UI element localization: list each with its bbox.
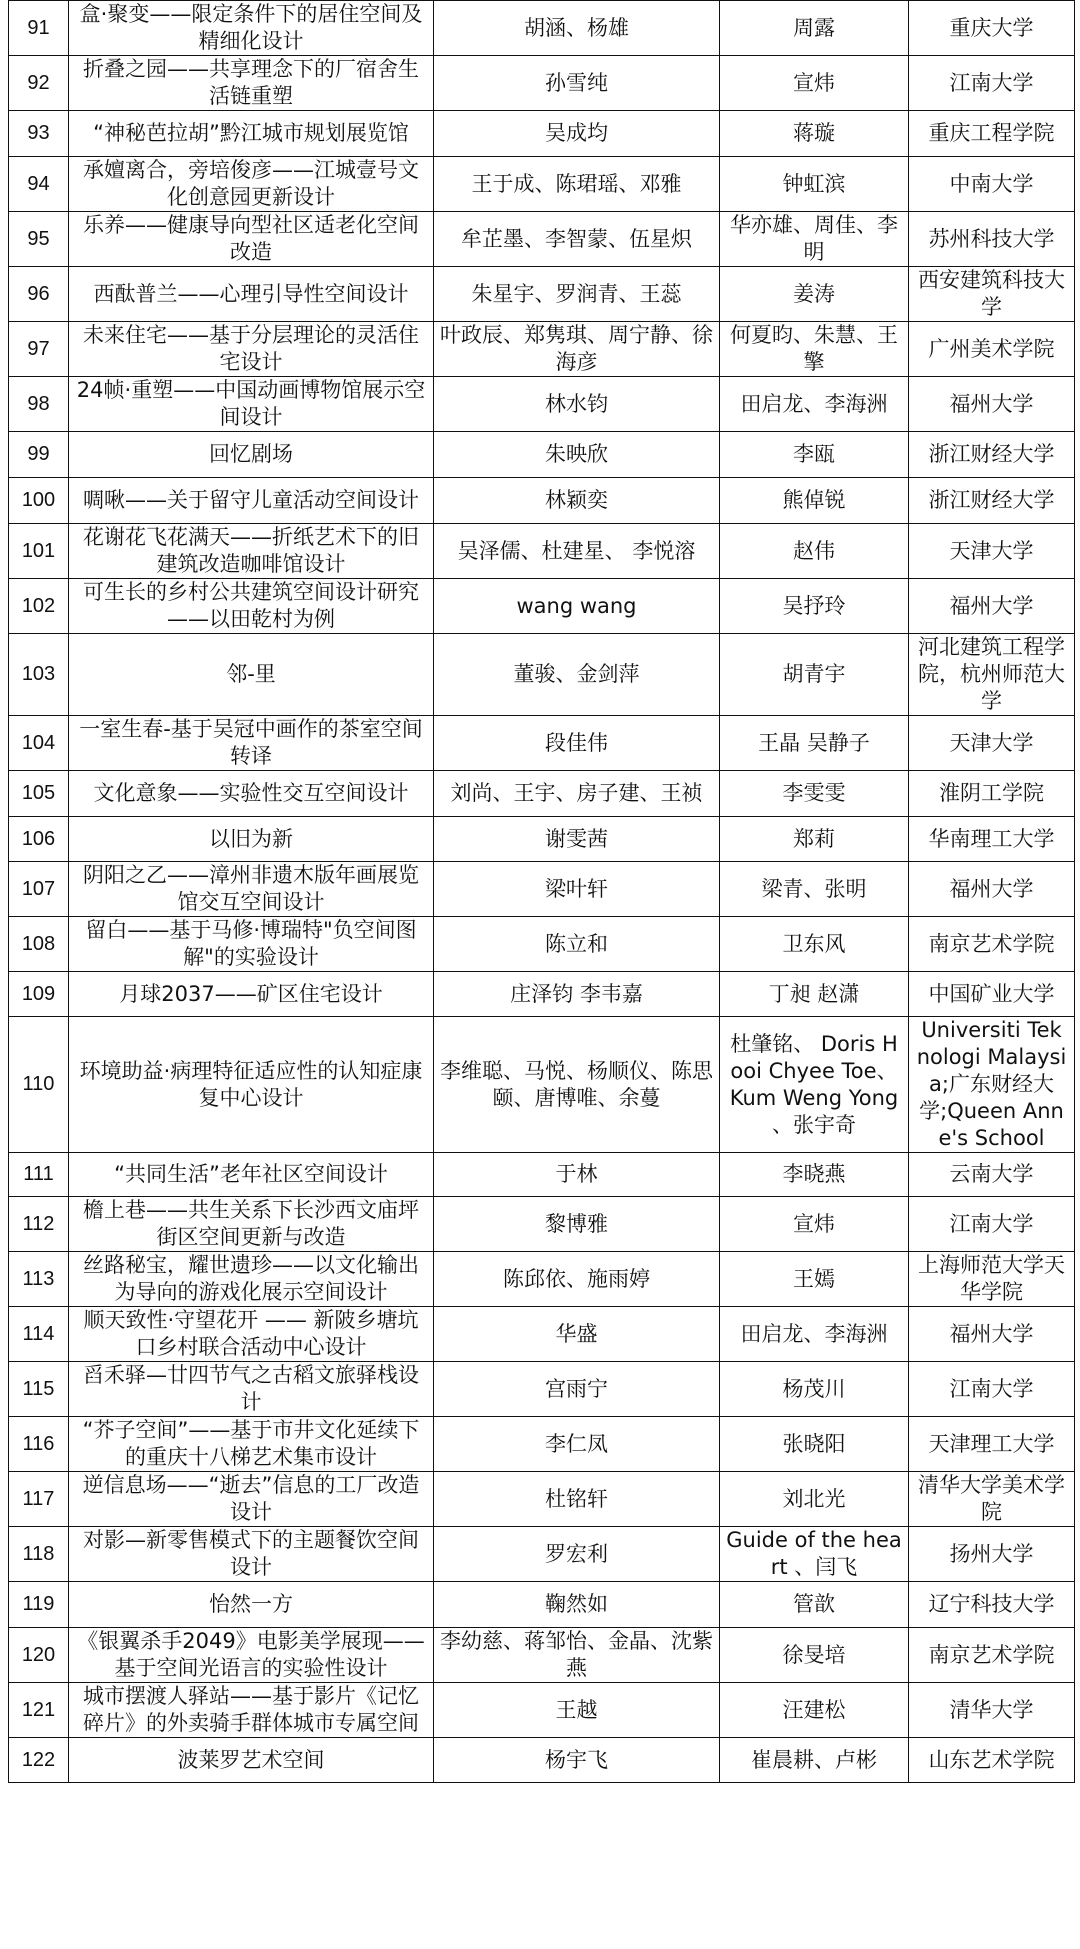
table-row: [9, 817, 1075, 862]
project-title: 城市摆渡人驿站——基于影片《记忆碎片》的外卖骑手群体城市专属空间: [69, 1683, 434, 1738]
advisors: 宣炜: [720, 56, 909, 111]
authors: 朱映欣: [434, 432, 720, 478]
advisors: 田启龙、李海洲: [720, 1307, 909, 1362]
authors: 朱星宇、罗润青、王蕊: [434, 267, 720, 322]
authors: 谢雯茜: [434, 817, 720, 862]
authors: 李幼慈、蒋邹怡、金晶、沈紫燕: [434, 1628, 720, 1683]
school: 福州大学: [909, 579, 1075, 634]
school: 重庆工程学院: [909, 111, 1075, 157]
authors: 鞠然如: [434, 1582, 720, 1628]
entry-number: 104: [9, 716, 69, 771]
school: 清华大学美术学院: [909, 1472, 1075, 1527]
authors: 杨宇飞: [434, 1738, 720, 1783]
table-row: [9, 972, 1075, 1017]
entry-number: 92: [9, 56, 69, 111]
school: 河北建筑工程学院，杭州师范大学: [909, 634, 1075, 716]
school: 福州大学: [909, 862, 1075, 917]
table-row: [9, 1582, 1075, 1628]
table-row: [9, 771, 1075, 817]
entry-number: 94: [9, 157, 69, 212]
project-title: 折叠之园——共享理念下的厂宿舍生活链重塑: [69, 56, 434, 111]
entry-number: 107: [9, 862, 69, 917]
entry-number: 97: [9, 322, 69, 377]
project-title: 盒·聚变——限定条件下的居住空间及精细化设计: [69, 1, 434, 56]
table-row: [9, 1417, 1075, 1472]
table-row: [9, 377, 1075, 432]
table-row: [9, 1472, 1075, 1527]
advisors: 田启龙、李海洲: [720, 377, 909, 432]
entry-number: 93: [9, 111, 69, 157]
authors: 段佳伟: [434, 716, 720, 771]
entry-number: 105: [9, 771, 69, 817]
project-title: “芥子空间”——基于市井文化延续下的重庆十八梯艺术集市设计: [69, 1417, 434, 1472]
entry-number: 110: [9, 1017, 69, 1153]
table-row: [9, 111, 1075, 157]
advisors: 刘北光: [720, 1472, 909, 1527]
table-row: [9, 432, 1075, 478]
table-row: [9, 1153, 1075, 1197]
authors: 林颖奕: [434, 478, 720, 524]
project-title: 24帧·重塑——中国动画博物馆展示空间设计: [69, 377, 434, 432]
advisors: 蒋璇: [720, 111, 909, 157]
project-title: 西酞普兰——心理引导性空间设计: [69, 267, 434, 322]
table-row: [9, 862, 1075, 917]
project-title: 一室生春-基于吴冠中画作的茶室空间转译: [69, 716, 434, 771]
entry-number: 117: [9, 1472, 69, 1527]
entry-number: 91: [9, 1, 69, 56]
advisors: 张晓阳: [720, 1417, 909, 1472]
entry-number: 114: [9, 1307, 69, 1362]
entry-number: 99: [9, 432, 69, 478]
project-title: 文化意象——实验性交互空间设计: [69, 771, 434, 817]
authors: 陈立和: [434, 917, 720, 972]
school: 华南理工大学: [909, 817, 1075, 862]
entry-number: 103: [9, 634, 69, 716]
school: 天津大学: [909, 716, 1075, 771]
advisors: 李瓯: [720, 432, 909, 478]
table-row: [9, 524, 1075, 579]
project-title: 未来住宅——基于分层理论的灵活住宅设计: [69, 322, 434, 377]
authors: 林水钧: [434, 377, 720, 432]
entry-number: 113: [9, 1252, 69, 1307]
school: 福州大学: [909, 377, 1075, 432]
entry-number: 98: [9, 377, 69, 432]
authors: 胡涵、杨雄: [434, 1, 720, 56]
project-title: 丝路秘宝，耀世遗珍——以文化输出为导向的游戏化展示空间设计: [69, 1252, 434, 1307]
project-title: 可生长的乡村公共建筑空间设计研究——以田乾村为例: [69, 579, 434, 634]
entry-number: 111: [9, 1153, 69, 1197]
entry-number: 102: [9, 579, 69, 634]
school: 西安建筑科技大学: [909, 267, 1075, 322]
table-row: [9, 56, 1075, 111]
entry-number: 118: [9, 1527, 69, 1582]
authors: 梁叶轩: [434, 862, 720, 917]
table-row: [9, 579, 1075, 634]
school: 中南大学: [909, 157, 1075, 212]
advisors: 宣炜: [720, 1197, 909, 1252]
school: 淮阴工学院: [909, 771, 1075, 817]
authors: 王于成、陈珺瑶、邓雅: [434, 157, 720, 212]
school: 苏州科技大学: [909, 212, 1075, 267]
entry-number: 121: [9, 1683, 69, 1738]
table-row: [9, 1683, 1075, 1738]
authors: 李仁凤: [434, 1417, 720, 1472]
entry-number: 95: [9, 212, 69, 267]
project-title: 怡然一方: [69, 1582, 434, 1628]
project-title: 环境助益·病理特征适应性的认知症康复中心设计: [69, 1017, 434, 1153]
school: 浙江财经大学: [909, 478, 1075, 524]
advisors: 华亦雄、周佳、李明: [720, 212, 909, 267]
table-row: [9, 1527, 1075, 1582]
school: 江南大学: [909, 1197, 1075, 1252]
table-row: [9, 1628, 1075, 1683]
entry-number: 108: [9, 917, 69, 972]
authors: 王越: [434, 1683, 720, 1738]
authors: 叶政辰、郑隽琪、周宁静、徐海彦: [434, 322, 720, 377]
advisors: 胡青宇: [720, 634, 909, 716]
advisors: 何夏昀、朱慧、王擎: [720, 322, 909, 377]
table-row: [9, 1197, 1075, 1252]
authors: 李维聪、马悦、杨顺仪、陈思颐、唐博唯、余蔓: [434, 1017, 720, 1153]
project-title: 逆信息场——“逝去”信息的工厂改造设计: [69, 1472, 434, 1527]
advisors: 丁昶 赵潇: [720, 972, 909, 1017]
advisors: 姜涛: [720, 267, 909, 322]
project-title: 舀禾驿—廿四节气之古稻文旅驿栈设计: [69, 1362, 434, 1417]
school: 福州大学: [909, 1307, 1075, 1362]
project-title: 留白——基于马修·博瑞特"负空间图解"的实验设计: [69, 917, 434, 972]
authors: 庄泽钧 李韦嘉: [434, 972, 720, 1017]
school: 云南大学: [909, 1153, 1075, 1197]
school: 扬州大学: [909, 1527, 1075, 1582]
table-row: [9, 157, 1075, 212]
advisors: 卫东风: [720, 917, 909, 972]
project-title: 回忆剧场: [69, 432, 434, 478]
table-row: [9, 1307, 1075, 1362]
advisors: 杨茂川: [720, 1362, 909, 1417]
project-title: 对影—新零售模式下的主题餐饮空间设计: [69, 1527, 434, 1582]
authors: 杜铭轩: [434, 1472, 720, 1527]
entry-number: 96: [9, 267, 69, 322]
project-title: 顺天致性·守望花开 —— 新陂乡塘坑口乡村联合活动中心设计: [69, 1307, 434, 1362]
school: 江南大学: [909, 1362, 1075, 1417]
project-title: 月球2037——矿区住宅设计: [69, 972, 434, 1017]
table-row: [9, 917, 1075, 972]
advisors: 李晓燕: [720, 1153, 909, 1197]
table-row: [9, 1738, 1075, 1783]
advisors: Guide of the heart 、闫飞: [720, 1527, 909, 1582]
school: 清华大学: [909, 1683, 1075, 1738]
authors: 华盛: [434, 1307, 720, 1362]
entry-number: 100: [9, 478, 69, 524]
entry-number: 122: [9, 1738, 69, 1783]
award-table-body: [9, 1, 1075, 1783]
table-row: [9, 322, 1075, 377]
table-row: [9, 478, 1075, 524]
authors: 于林: [434, 1153, 720, 1197]
advisors: 赵伟: [720, 524, 909, 579]
project-title: “神秘芭拉胡”黔江城市规划展览馆: [69, 111, 434, 157]
table-row: [9, 716, 1075, 771]
school: 浙江财经大学: [909, 432, 1075, 478]
advisors: 李雯雯: [720, 771, 909, 817]
project-title: 承嬗离合，旁培俊彦——江城壹号文化创意园更新设计: [69, 157, 434, 212]
advisors: 吴抒玲: [720, 579, 909, 634]
advisors: 崔晨耕、卢彬: [720, 1738, 909, 1783]
advisors: 梁青、张明: [720, 862, 909, 917]
entry-number: 120: [9, 1628, 69, 1683]
project-title: 乐养——健康导向型社区适老化空间改造: [69, 212, 434, 267]
table-row: [9, 1017, 1075, 1153]
project-title: 花谢花飞花满天——折纸艺术下的旧建筑改造咖啡馆设计: [69, 524, 434, 579]
advisors: 周露: [720, 1, 909, 56]
table-row: [9, 634, 1075, 716]
school: 广州美术学院: [909, 322, 1075, 377]
authors: 吴成均: [434, 111, 720, 157]
entry-number: 116: [9, 1417, 69, 1472]
entry-number: 119: [9, 1582, 69, 1628]
project-title: 邻-里: [69, 634, 434, 716]
table-row: [9, 267, 1075, 322]
entry-number: 112: [9, 1197, 69, 1252]
advisors: 汪建松: [720, 1683, 909, 1738]
advisors: 王嫣: [720, 1252, 909, 1307]
project-title: 阴阳之乙——漳州非遗木版年画展览馆交互空间设计: [69, 862, 434, 917]
advisors: 徐旻培: [720, 1628, 909, 1683]
authors: wang wang: [434, 579, 720, 634]
school: 南京艺术学院: [909, 917, 1075, 972]
school: 山东艺术学院: [909, 1738, 1075, 1783]
authors: 罗宏利: [434, 1527, 720, 1582]
advisors: 钟虹滨: [720, 157, 909, 212]
project-title: 《银翼杀手2049》电影美学展现——基于空间光语言的实验性设计: [69, 1628, 434, 1683]
advisors: 管歆: [720, 1582, 909, 1628]
school: 辽宁科技大学: [909, 1582, 1075, 1628]
advisors: 郑莉: [720, 817, 909, 862]
project-title: 啁啾——关于留守儿童活动空间设计: [69, 478, 434, 524]
advisors: 杜肇铭、 Doris Hooi Chyee Toe、 Kum Weng Yong 、张宇奇: [720, 1017, 909, 1153]
entry-number: 106: [9, 817, 69, 862]
table-row: [9, 1252, 1075, 1307]
entry-number: 115: [9, 1362, 69, 1417]
table-row: [9, 1, 1075, 56]
authors: 孙雪纯: [434, 56, 720, 111]
authors: 牟芷墨、李智蒙、伍星炽: [434, 212, 720, 267]
authors: 刘尚、王宇、房子建、王祯: [434, 771, 720, 817]
school: Universiti Teknologi Malaysia;广东财经大学;Queen Anne's School: [909, 1017, 1075, 1153]
school: 上海师范大学天华学院: [909, 1252, 1075, 1307]
table-row: [9, 1362, 1075, 1417]
school: 天津理工大学: [909, 1417, 1075, 1472]
school: 中国矿业大学: [909, 972, 1075, 1017]
school: 重庆大学: [909, 1, 1075, 56]
authors: 董骏、金剑萍: [434, 634, 720, 716]
entry-number: 109: [9, 972, 69, 1017]
authors: 吴泽儒、杜建星、 李悦溶: [434, 524, 720, 579]
school: 南京艺术学院: [909, 1628, 1075, 1683]
table-row: [9, 212, 1075, 267]
advisors: 王晶 吴静子: [720, 716, 909, 771]
advisors: 熊倬锐: [720, 478, 909, 524]
entry-number: 101: [9, 524, 69, 579]
authors: 陈邱依、施雨婷: [434, 1252, 720, 1307]
project-title: 檐上巷——共生关系下长沙西文庙坪街区空间更新与改造: [69, 1197, 434, 1252]
project-title: 以旧为新: [69, 817, 434, 862]
project-title: 波莱罗艺术空间: [69, 1738, 434, 1783]
authors: 黎博雅: [434, 1197, 720, 1252]
award-table: [8, 0, 1075, 1783]
project-title: “共同生活”老年社区空间设计: [69, 1153, 434, 1197]
school: 江南大学: [909, 56, 1075, 111]
school: 天津大学: [909, 524, 1075, 579]
authors: 宫雨宁: [434, 1362, 720, 1417]
